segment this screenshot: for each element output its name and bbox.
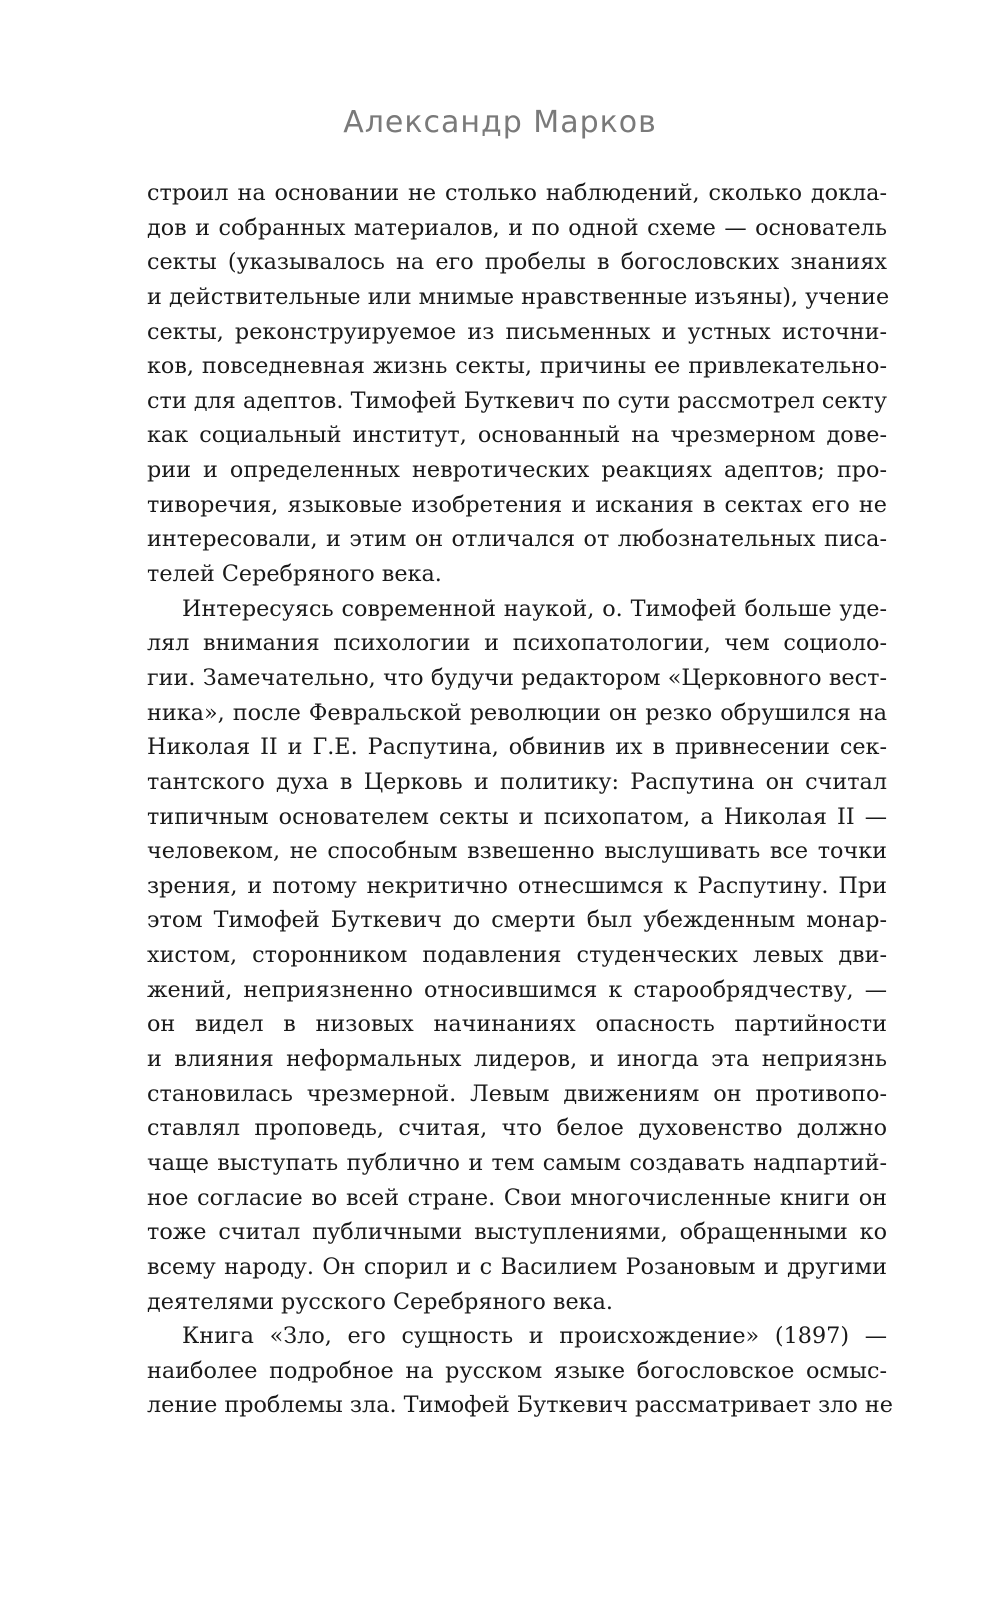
text-line: зрения, и потому некритично отнесшимся к Распутину. При (147, 872, 887, 899)
text-line: жений, неприязненно относившимся к старообрядчеству, — (147, 976, 887, 1003)
text-line: тантского духа в Церковь и политику: Распутина он считал (147, 768, 887, 795)
text-line: ставлял проповедь, считая, что белое духовенство должно (147, 1115, 887, 1142)
text-line: гии. Замечательно, что будучи редактором «Церковного вест- (147, 664, 887, 691)
paragraph (147, 176, 890, 592)
text-line: лял внимания психологии и психопатологии, чем социоло- (147, 630, 887, 657)
text-line: как социальный институт, основанный на чрезмерном дове- (147, 422, 887, 449)
paragraph (147, 592, 887, 1319)
text-line: тоже считал публичными выступлениями, обращенными ко (147, 1219, 887, 1246)
text-line: и действительные или мнимые нравственные изъяны), учение (147, 283, 890, 310)
text-line: всему народу. Он спорил и с Василием Розановым и другими (147, 1253, 887, 1280)
text-line: интересовали, и этим он отличался от любознательных писа- (147, 526, 887, 553)
text-line: телей Серебряного века. (147, 561, 442, 588)
text-line: деятелями русского Серебряного века. (147, 1288, 613, 1315)
text-line: этом Тимофей Буткевич до смерти был убежденным монар- (147, 907, 887, 934)
text-line: становилась чрезмерной. Левым движениям он противопо- (147, 1080, 887, 1107)
text-line: строил на основании не столько наблюдений, сколько докла- (147, 180, 887, 206)
text-line: ков, повседневная жизнь секты, причины ее привлекательно- (147, 353, 887, 380)
text-line: он видел в низовых начинаниях опасность партийности (147, 1011, 887, 1038)
paragraph (147, 1319, 893, 1423)
text-line: дов и собранных материалов, и по одной схеме — основатель (147, 214, 887, 241)
text-line: наиболее подробное на русском языке богословское осмыс- (147, 1357, 887, 1384)
text-line: человеком, не способным взвешенно выслушивать все точки (147, 838, 887, 865)
text-line: и влияния неформальных лидеров, и иногда эта неприязнь (147, 1046, 887, 1073)
text-line: секты, реконструируемое из письменных и устных источни- (147, 318, 887, 345)
text-line: сти для адептов. Тимофей Буткевич по сути рассмотрел секту (147, 387, 887, 414)
body-text (147, 176, 893, 1423)
text-line: типичным основателем секты и психопатом, а Николая II — (147, 803, 887, 830)
text-line: Николая II и Г.Е. Распутина, обвинив их в привнесении сек- (147, 734, 887, 761)
text-line: тиворечия, языковые изобретения и искания в сектах его не (147, 491, 887, 518)
text-line: чаще выступать публично и тем самым создавать надпартий- (147, 1149, 887, 1176)
text-line: Книга «Зло, его сущность и происхождение» (1897) — (182, 1323, 887, 1350)
text-line: Интересуясь современной наукой, о. Тимофей больше уде- (182, 595, 887, 622)
text-line: секты (указывалось на его пробелы в богословских знаниях (147, 249, 887, 276)
text-line: ное согласие во всей стране. Свои многочисленные книги он (147, 1184, 887, 1211)
running-head: Александр Марков (343, 105, 657, 140)
text-line: ника», после Февральской революции он резко обрушился на (147, 699, 887, 726)
text-line: рии и определенных невротических реакциях адептов; про- (147, 457, 887, 484)
text-line: ление проблемы зла. Тимофей Буткевич рассматривает зло не (147, 1392, 893, 1419)
text-line: хистом, сторонником подавления студенческих левых дви- (147, 942, 887, 969)
